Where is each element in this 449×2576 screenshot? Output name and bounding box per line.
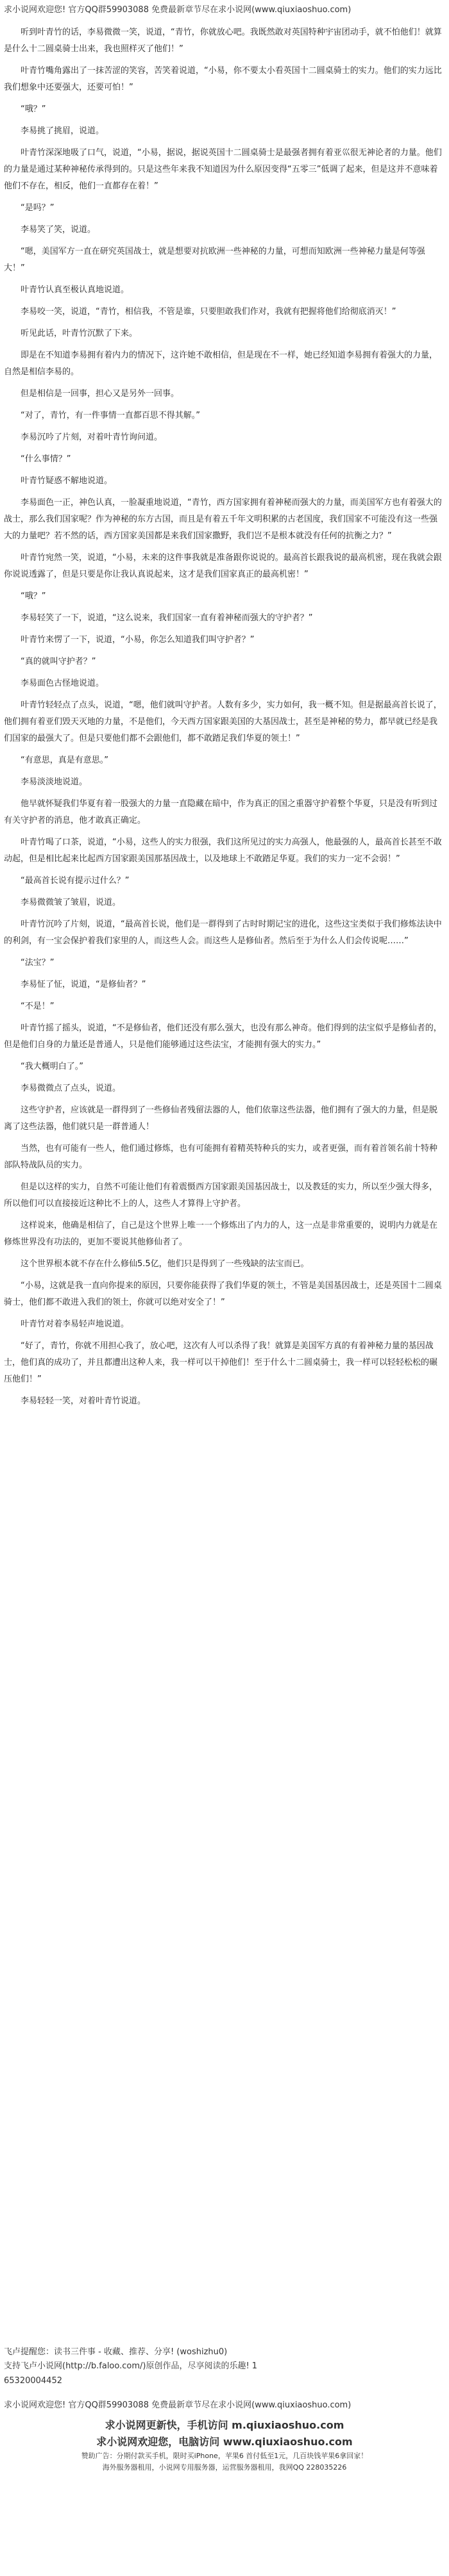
paragraph: 李易面色古怪地说道。 [21, 679, 105, 688]
support-link-line[interactable]: 支持飞卢小说网(http://b.faloo.com/)原创作品，尽享阅读的乐趣! 1 [4, 2361, 258, 2371]
paragraph: “嗯，美国军方一直在研究英国战士，就是想要对抗欧洲一些神秘的力量，可想而知欧洲一些神秘力量是何等强大！” [4, 247, 425, 273]
paragraph: 李易轻轻一笑，对着叶青竹说道。 [21, 1396, 146, 1406]
paragraph: 叶青竹嘴角露出了一抹苦涩的笑容，苦笑着说道，“小易，你不要太小看英国十二圆桌骑士的实力。他们的实力远比我们想象中还要强大，还要可怕！” [4, 66, 442, 92]
paragraph: 即是在不知道李易拥有着内力的情况下，这许她不敢相信，但是现在不一样，她已经知道李易拥有着强大的力量，自然是相信李易的。 [4, 351, 438, 377]
paragraph: 他早就怀疑我们华夏有着一股强大的力量一直隐藏在暗中，作为真正的国之重器守护着整个华夏，只是没有听到过有关守护者的消息，他才敢真正确定。 [4, 799, 438, 825]
paragraph: “我大概明白了。” [21, 1062, 83, 1071]
paragraph: 李易笑了笑，说道。 [21, 225, 96, 235]
paragraph: 李易轻笑了一下，说道，“这么说来，我们国家一直有着神秘而强大的守护者？” [21, 613, 313, 623]
paragraph: 但是相信是一回事，担心又是另外一回事。 [21, 389, 180, 399]
paragraph: 但是以这样的实力，自然不可能让他们有着震慑西方国家跟美国基因战士，以及教廷的实力，所以至少强大得多，所以他们可以直接接近这种比不上的人，这些人才算得上守护者。 [4, 1182, 438, 1209]
paragraph: 李易淡淡地说道。 [21, 777, 88, 787]
paragraph: 李易微微点了点头，说道。 [21, 1084, 121, 1093]
paragraph: 叶青竹沉吟了片刻，说道，“最高首长说，他们是一群得到了古时时期记宝的进化，这些这宝类似于我们修炼法诀中的利剑，有一宝会保护着我们家里的人，而这些人会。而这些人是修仙者。然后至于为什么人们会传说呢……” [4, 920, 442, 946]
paragraph: 李易怔了怔，说道，“是修仙者？” [21, 980, 146, 989]
footer [4, 2345, 445, 2473]
paragraph: 李易微微皱了皱眉，说道。 [21, 898, 121, 907]
paragraph: 叶青竹认真至极认真地说道。 [21, 285, 130, 295]
paragraph: “哦？” [21, 591, 46, 601]
server-ad[interactable]: 海外服务器租用，小说网专用服务器，运营服务器租用，我网QQ 228035226 [102, 2463, 347, 2472]
paragraph: 李易挑了挑眉，说道。 [21, 126, 105, 136]
paragraph: “不是！” [21, 1002, 55, 1011]
paragraph: 这些守护者，应该就是一群得到了一些修仙者残留法器的人，他们依靠这些法器，他们拥有了强大的力量，但是脱离了这些法器，他们就只是一群普通人！ [4, 1105, 438, 1132]
paragraph: 叶青竹来愣了一下，说道，“小易，你怎么知道我们叫守护者？” [21, 635, 255, 645]
paragraph: “最高首长说有提示过什么？” [21, 876, 130, 886]
paragraph: “是吗？” [21, 203, 55, 213]
paragraph: 叶青竹喝了口茶，说道，“小易，这些人的实力很强，我们这所见过的实力高强人，他最强的人，最高首长甚至不敢动起，但是相比起来比起西方国家跟美国那基因战士，以及地球上不敢踏足华夏。我们的实力一定不会弱！” [4, 838, 442, 864]
paragraph: 这样说来，他确是相信了，自己是这个世界上唯一一个修炼出了内力的人，这一点是非常重要的，说明内力就是在修炼世界没有功法的，更加不要说其他修仙者了。 [4, 1221, 438, 1247]
paragraph: “真的就叫守护者？” [21, 657, 96, 666]
bottom-banner: 求小说网欢迎您! 官方QQ群59903088 免费最新章节尽在求小说网(www.qiuxiaoshuo.com) [4, 2400, 352, 2410]
paragraph: “小易，这就是我一直向你提来的原因，只要你能获得了我们华夏的领土，不管是美国基因战士，还是英国十二圆桌骑士，他们都不敢进入我们的领土，你就可以绝对安全了！” [4, 1281, 442, 1307]
paragraph: 这个世界根本就不存在什么修仙5.5亿，他们只是得到了一些残缺的法宝而已。 [21, 1259, 309, 1269]
paragraph: 听到叶青竹的话，李易微微一笑，说道，“青竹，你就放心吧。我既然敢对英国特种宇宙团动手，就不怕他们！就算是什么十二圆桌骑士出来，我也照样灭了他们！” [4, 28, 442, 54]
paragraph: 叶青竹轻轻点了点头，说道，“嗯，他们就叫守护者。人数有多少，实力如何，我一概不知。但是据最高首长说了，他们拥有着亚们毁天灭地的力量，不是他们，今天西方国家跟美国的大基因战士，甚至是神秘的势力，都早就已经是我们国家的最强大了。但是只要他们都不会跟他们，都不敢踏足我们华夏的领土！” [4, 700, 442, 743]
paragraph: 叶青竹宛然一笑，说道，“小易，未来的这件事我就是准备跟你说说的。最高首长跟我说的最高机密，现在我就会跟你说说透露了，但是只要是你让我认真说起来，这才是我们国家真正的最高机密！” [4, 553, 442, 579]
paragraph: 叶青竹深深地吸了口气，说道，“小易，据说，据说英国十二圆桌骑士是最强者拥有着亚巛很无神论者的力量。他们的力量是通过某种神秘传承得到的。只是这些年来我不知道因为什么原因变得“五零三”低调了起来，但是这并不意味着他们不存在，相反，他们一直都存在着！” [4, 148, 442, 191]
paragraph: 当然，也有可能有一些人，他们通过修炼，也有可能拥有着精英特种兵的实力，或者更强，而有着首领名前十特种部队特战队员的实力。 [4, 1144, 438, 1170]
support-reminder: 飞卢提醒您：读书三件事 - 收藏、推荐、分享! (woshizhu0) [4, 2347, 228, 2357]
top-banner: 求小说网欢迎您! 官方QQ群59903088 免费最新章节尽在求小说网(www.qiuxiaoshuo.com) [4, 5, 352, 15]
paragraph: 叶青竹疑惑不解地说道。 [21, 476, 113, 486]
paragraph: “有意思，真是有意思。” [21, 755, 108, 765]
desktop-access-link[interactable]: 求小说网欢迎您，电脑访问 www.qiuxiaoshuo.com [96, 2436, 353, 2448]
paragraph: 听见此话，叶青竹沉默了下来。 [21, 329, 138, 338]
numeric-code: 65320004452 [4, 2376, 62, 2386]
paragraph: “哦？” [21, 104, 46, 114]
mobile-access-link[interactable]: 求小说网更新快，手机访问 m.qiuxiaoshuo.com [105, 2419, 344, 2431]
sponsor-ad[interactable]: 赞助广告：分期付款买手机，限时买iPhone，苹果6 首付低至1元，几百块钱苹果6拿回家！ [81, 2452, 368, 2460]
paragraph: “对了，青竹，有一件事情一直都百思不得其解。” [21, 411, 200, 420]
paragraph: 叶青竹对着李易轻声地说道。 [21, 1319, 130, 1329]
paragraph: 李易面色一正，神色认真，一脸凝重地说道，“青竹，西方国家拥有着神秘而强大的力量，而美国军方也有着强大的战士，那么我们国家呢？作为神秘的东方古国，而且是有着五千年文明积累的古老国度，我们国家不可能没有这一些强大的力量吧？若不然的话，西方国家美国都是来我们国家撒野，我们岂不是根本就没有任何的抗衡之力？” [4, 498, 442, 541]
chapter-text [4, 24, 445, 1415]
paragraph: “什么事情？” [21, 454, 71, 464]
paragraph: “法宝？” [21, 958, 55, 968]
paragraph: 李易咬一笑，说道，“青竹，相信我，不管是谁，只要胆敢我们作对，我就有把握将他们给彻底消灭！” [21, 307, 396, 317]
paragraph: “好了，青竹，你就不用担心我了，放心吧，这次有人可以杀得了我！就算是美国军方真的有着神秘力量的基因战士，他们真的成功了，并且都遭出这种人来，我一样可以干掉他们！至于什么十二圆桌骑士，我一样可以轻轻松松的碾压他们！” [4, 1341, 438, 1384]
paragraph: 叶青竹摇了摇头，说道，“不是修仙者，他们还没有那么强大，也没有那么神奇。他们得到的法宝似乎是修仙者的，但是他们自身的力量还是普通人，只是他们能够通过这些法宝，才能拥有强大的实力。” [4, 1023, 442, 1050]
promo-block [4, 2417, 445, 2473]
paragraph: 李易沉吟了片刻，对着叶青竹询问道。 [21, 433, 163, 442]
